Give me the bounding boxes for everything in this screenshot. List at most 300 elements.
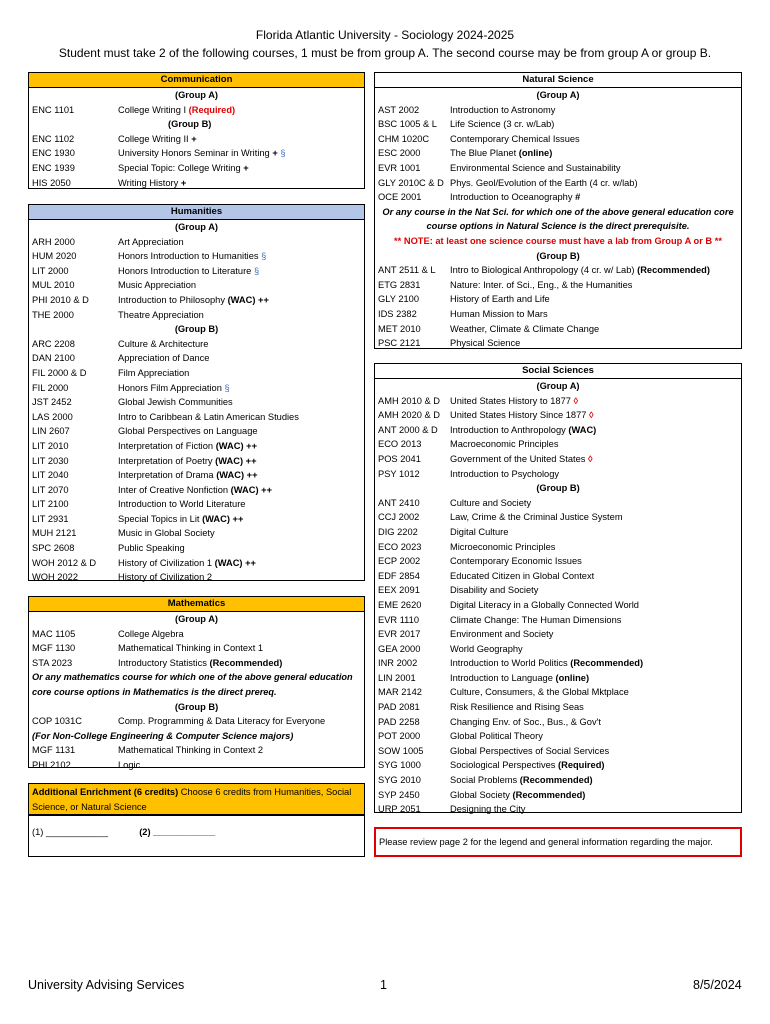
course-row xyxy=(29,641,364,656)
course-row xyxy=(375,307,741,322)
course-row xyxy=(29,556,364,571)
course-code: URP 2051 xyxy=(378,804,421,815)
course-row xyxy=(375,496,741,511)
course-code: POT 2000 xyxy=(378,731,421,742)
course-tag: (Recommended) xyxy=(570,658,644,669)
course-row xyxy=(375,642,741,657)
course-row xyxy=(29,103,364,118)
course-mark: + xyxy=(272,148,278,159)
section-icon: § xyxy=(253,265,260,276)
course-name: Changing Env. of Soc., Bus., & Gov't xyxy=(450,716,601,727)
group-a-label: (Group A) xyxy=(536,90,580,100)
course-code: LIN 2001 xyxy=(378,672,416,683)
math-prereq-note: Or any mathematics course for which one of the above general education core course options in Mathematics is the direct prereq. xyxy=(32,672,353,697)
enrichment-title: Additional Enrichment (6 credits) xyxy=(32,787,179,797)
course-name: Educated Citizen in Global Context xyxy=(450,570,595,581)
course-name: Sociological Perspectives xyxy=(450,760,556,771)
course-tag: (Recommended) xyxy=(512,789,586,800)
course-tag: (WAC) ++ xyxy=(230,484,272,495)
course-name-cell xyxy=(118,132,364,147)
course-row xyxy=(375,263,741,278)
course-code: MAR 2142 xyxy=(378,687,422,698)
course-code: LIT 2030 xyxy=(32,455,69,466)
diamond-icon: ◊ xyxy=(588,453,593,464)
section-icon: § xyxy=(280,148,286,159)
course-name-cell xyxy=(118,483,364,498)
course-name: Introduction to Psychology xyxy=(450,468,560,479)
course-name-cell xyxy=(118,627,364,642)
math-engineering-note: (For Non-College Engineering & Computer Science majors) xyxy=(32,730,294,741)
course-name-cell xyxy=(450,408,741,423)
course-row xyxy=(29,758,364,773)
course-row xyxy=(375,758,741,773)
course-name-cell xyxy=(450,278,741,293)
course-name-cell xyxy=(118,526,364,541)
course-name-cell xyxy=(450,525,741,540)
course-row xyxy=(375,715,741,730)
course-name-cell xyxy=(118,424,364,439)
course-name: United States History Since 1877 xyxy=(450,410,587,421)
course-row xyxy=(375,190,741,205)
course-code: ANT 2511 & L xyxy=(378,265,436,276)
course-name-cell xyxy=(118,512,364,527)
course-code: SOW 1005 xyxy=(378,745,424,756)
course-code: HUM 2020 xyxy=(32,251,77,262)
course-name-cell xyxy=(450,554,741,569)
course-name-cell xyxy=(118,161,364,176)
course-name: Introductory Statistics xyxy=(118,657,207,668)
course-name: History of Earth and Life xyxy=(450,294,550,305)
course-row xyxy=(375,554,741,569)
course-name: Culture and Society xyxy=(450,497,532,508)
course-name: Intro to Biological Anthropology (4 cr. w/ Lab) xyxy=(450,265,635,276)
course-name-cell xyxy=(450,307,741,322)
course-name-cell xyxy=(450,190,741,205)
course-name: Global Perspectives of Social Services xyxy=(450,745,610,756)
page-title: Florida Atlantic University - Sociology 2024-2025 xyxy=(255,28,515,42)
course-name-cell xyxy=(450,758,741,773)
course-name-cell xyxy=(450,322,741,337)
course-name: Government of the United States xyxy=(450,453,586,464)
course-name-cell xyxy=(118,249,364,264)
humanities-section xyxy=(28,204,365,581)
course-row xyxy=(375,598,741,613)
course-row xyxy=(375,132,741,147)
course-name: Introduction to Anthropology xyxy=(450,424,566,435)
course-code: IDS 2382 xyxy=(378,308,417,319)
social-sciences-heading: Social Sciences xyxy=(375,364,741,379)
course-code: ECP 2002 xyxy=(378,556,421,567)
course-name-cell xyxy=(450,263,741,278)
course-name: Contemporary Economic Issues xyxy=(450,556,582,567)
section-icon: § xyxy=(261,251,267,262)
course-name-cell xyxy=(450,540,741,555)
course-row xyxy=(29,161,364,176)
course-code: EME 2620 xyxy=(378,599,422,610)
course-name-cell xyxy=(450,161,741,176)
course-code: ENC 1939 xyxy=(32,162,75,173)
course-name-cell xyxy=(118,278,364,293)
course-name: Global Society xyxy=(450,789,510,800)
course-row xyxy=(29,381,364,396)
course-name: Environment and Society xyxy=(450,629,554,640)
course-name-cell xyxy=(450,569,741,584)
course-row xyxy=(375,394,741,409)
course-row xyxy=(29,454,364,469)
course-code: LIT 2931 xyxy=(32,513,69,524)
course-code: GLY 2100 xyxy=(378,294,420,305)
course-name: Special Topic: College Writing xyxy=(118,162,241,173)
review-note: Please review page 2 for the legend and general information regarding the major. xyxy=(379,837,713,847)
course-tag: (WAC) ++ xyxy=(227,294,269,305)
course-name-cell xyxy=(118,146,364,161)
group-b-label: (Group B) xyxy=(536,250,580,261)
footer-org: University Advising Services xyxy=(28,978,185,992)
course-name: Art Appreciation xyxy=(118,236,184,247)
course-code: JST 2452 xyxy=(32,397,72,408)
course-tag: (online) xyxy=(555,672,590,683)
course-row xyxy=(29,132,364,147)
footer-page-number: 1 xyxy=(380,978,387,992)
course-code: ENC 1930 xyxy=(32,148,75,159)
course-code: WOH 2022 xyxy=(32,572,78,583)
course-row xyxy=(375,408,741,423)
course-name: Culture, Consumers, & the Global Mktplace xyxy=(450,687,629,698)
course-name-cell xyxy=(450,715,741,730)
lab-requirement-note: ** NOTE: at least one science course must have a lab from Group A or B ** xyxy=(394,235,722,246)
course-code: COP 1031C xyxy=(32,716,82,727)
course-code: LIT 2070 xyxy=(32,484,69,495)
page-subtitle: Student must take 2 of the following courses, 1 must be from group A. The second course may be from group A or group B. xyxy=(58,46,712,60)
course-code: SPC 2608 xyxy=(32,543,75,554)
course-code: MGF 1130 xyxy=(32,643,76,654)
course-row xyxy=(29,541,364,556)
course-code: LIT 2000 xyxy=(32,265,69,276)
course-row xyxy=(29,743,364,758)
course-name: Inter of Creative Nonfiction xyxy=(118,484,229,495)
course-name-cell xyxy=(450,510,741,525)
course-name: Digital Culture xyxy=(450,526,509,537)
course-name-cell xyxy=(450,103,741,118)
course-row xyxy=(375,744,741,759)
course-code: PSC 2121 xyxy=(378,338,421,349)
course-row xyxy=(29,512,364,527)
course-row xyxy=(375,685,741,700)
course-name-cell xyxy=(118,176,364,191)
course-name: Global Jewish Communities xyxy=(118,397,233,408)
course-name: Microeconomic Principles xyxy=(450,541,556,552)
course-tag: (Recommended) xyxy=(519,775,593,786)
course-name-cell xyxy=(118,351,364,366)
enrichment-blank-2[interactable]: (2) ____________ xyxy=(139,827,216,837)
course-code: LAS 2000 xyxy=(32,411,73,422)
course-code: STA 2023 xyxy=(32,657,73,668)
course-code: LIT 2010 xyxy=(32,440,69,451)
course-row xyxy=(375,788,741,803)
course-name-cell xyxy=(450,656,741,671)
course-tag: # xyxy=(575,192,581,203)
course-name-cell xyxy=(450,394,741,409)
course-code: PHI 2010 & D xyxy=(32,294,89,305)
course-code: EDF 2854 xyxy=(378,570,420,581)
course-name: College Algebra xyxy=(118,628,184,639)
course-name-cell xyxy=(450,598,741,613)
course-name: Digital Literacy in a Globally Connected World xyxy=(450,599,639,610)
course-name-cell xyxy=(118,235,364,250)
course-name-cell xyxy=(450,146,741,161)
course-row xyxy=(375,700,741,715)
course-row xyxy=(29,395,364,410)
course-name-cell xyxy=(118,439,364,454)
course-tag: (Recommended) xyxy=(637,265,710,276)
course-tag: (online) xyxy=(518,148,553,159)
course-row xyxy=(375,671,741,686)
course-tag: (WAC) ++ xyxy=(214,557,256,568)
course-name-cell xyxy=(450,773,741,788)
course-name: Interpretation of Poetry xyxy=(118,455,213,466)
course-mark: + xyxy=(180,177,187,188)
course-row xyxy=(375,161,741,176)
course-row xyxy=(29,410,364,425)
course-row xyxy=(29,526,364,541)
course-name-cell xyxy=(450,671,741,686)
course-name: Interpretation of Fiction xyxy=(118,440,214,451)
course-name: Disability and Society xyxy=(450,585,539,596)
course-name: Weather, Climate & Climate Change xyxy=(450,323,600,334)
course-name: Film Appreciation xyxy=(118,367,190,378)
course-name: Mathematical Thinking in Context 1 xyxy=(118,643,264,654)
course-name: Introduction to World Politics xyxy=(450,658,568,669)
course-name: Culture & Architecture xyxy=(118,338,209,349)
course-name: Risk Resilience and Rising Seas xyxy=(450,702,584,713)
communication-heading: Communication xyxy=(29,73,364,88)
course-name: Public Speaking xyxy=(118,543,185,554)
course-row xyxy=(375,103,741,118)
course-name: College Writing II xyxy=(118,133,189,144)
course-name-cell xyxy=(118,337,364,352)
course-code: ENC 1102 xyxy=(32,133,75,144)
section-icon: § xyxy=(224,382,230,393)
course-row xyxy=(29,249,364,264)
course-tag: (WAC) ++ xyxy=(215,440,258,451)
course-name-cell xyxy=(118,468,364,483)
course-code: HIS 2050 xyxy=(32,177,71,188)
course-code: CHM 1020C xyxy=(378,133,430,144)
course-row xyxy=(375,773,741,788)
course-row xyxy=(29,424,364,439)
course-row xyxy=(29,483,364,498)
course-tag: (WAC) ++ xyxy=(216,470,258,481)
course-row xyxy=(375,525,741,540)
course-name: Climate Change: The Human Dimensions xyxy=(450,614,622,625)
course-name: Contemporary Chemical Issues xyxy=(450,133,580,144)
group-b-label: (Group B) xyxy=(174,324,219,335)
course-code: GLY 2010C & D xyxy=(378,177,444,188)
course-name: Social Problems xyxy=(450,775,518,786)
review-note-box xyxy=(374,827,742,857)
nat-sci-prereq-note: Or any course in the Nat Sci. for which one of the above general education core course options in Natural Science is the direct prerequisite. xyxy=(382,206,734,232)
course-name: Introduction to Language xyxy=(450,672,553,683)
course-code: BSC 1005 & L xyxy=(378,119,437,130)
course-code: ESC 2000 xyxy=(378,148,421,159)
course-code: PAD 2081 xyxy=(378,702,420,713)
course-row xyxy=(375,146,741,161)
course-code: ANT 2000 & D xyxy=(378,424,438,435)
course-row xyxy=(375,322,741,337)
course-code: SYG 2010 xyxy=(378,775,421,786)
course-row xyxy=(29,351,364,366)
course-name-cell xyxy=(450,788,741,803)
course-code: ARH 2000 xyxy=(32,236,75,247)
course-row xyxy=(375,627,741,642)
course-name-cell xyxy=(118,308,364,323)
course-name: History of Civilization 2 xyxy=(118,572,213,583)
course-name-cell xyxy=(450,336,741,351)
course-row xyxy=(375,656,741,671)
required-tag: (Required) xyxy=(188,104,236,115)
course-name: Law, Crime & the Criminal Justice System xyxy=(450,512,623,523)
course-code: OCE 2001 xyxy=(378,192,422,203)
course-name-cell xyxy=(118,556,364,571)
course-name: Macroeconomic Principles xyxy=(450,439,559,450)
course-tag: (WAC) ++ xyxy=(202,513,244,524)
course-name: Comp. Programming & Data Literacy for Everyone xyxy=(118,716,326,727)
course-code: ECO 2013 xyxy=(378,439,422,450)
course-row xyxy=(29,337,364,352)
course-row xyxy=(29,627,364,642)
course-name: Phys. Geol/Evolution of the Earth (4 cr. w/lab) xyxy=(450,177,638,188)
diamond-icon: ◊ xyxy=(573,395,579,406)
course-code: AMH 2020 & D xyxy=(378,410,441,421)
course-name: Music in Global Society xyxy=(118,528,215,539)
course-name-cell xyxy=(118,656,364,671)
mathematics-heading: Mathematics xyxy=(29,597,364,612)
communication-section xyxy=(28,72,365,189)
course-name: Logic xyxy=(118,759,141,770)
course-name-cell xyxy=(450,744,741,759)
course-name-cell xyxy=(118,758,364,773)
course-code: DAN 2100 xyxy=(32,353,75,364)
course-code: MUL 2010 xyxy=(32,280,75,291)
course-name: Introduction to Philosophy xyxy=(118,294,225,305)
course-name: Introduction to Oceanography xyxy=(450,192,573,203)
footer-date: 8/5/2024 xyxy=(693,978,742,992)
course-name: Appreciation of Dance xyxy=(118,353,210,364)
course-code: LIN 2607 xyxy=(32,426,70,437)
course-row xyxy=(29,468,364,483)
course-code: ENC 1101 xyxy=(32,104,75,115)
course-code: EEX 2091 xyxy=(378,585,420,596)
course-code: GEA 2000 xyxy=(378,643,421,654)
diamond-icon: ◊ xyxy=(589,410,594,421)
course-name: Environmental Science and Sustainability xyxy=(450,162,621,173)
course-name-cell xyxy=(118,293,364,308)
course-name: Music Appreciation xyxy=(118,280,197,291)
course-name: Intro to Caribbean & Latin American Studies xyxy=(118,411,299,422)
course-mark: + xyxy=(243,162,249,173)
course-row xyxy=(375,336,741,351)
course-row xyxy=(29,366,364,381)
natural-science-section xyxy=(374,72,742,349)
course-name-cell xyxy=(118,541,364,556)
course-row xyxy=(375,452,741,467)
course-name: Interpretation of Drama xyxy=(118,470,214,481)
course-row xyxy=(29,497,364,512)
enrichment-blanks xyxy=(28,815,365,857)
course-code: EVR 1001 xyxy=(378,162,421,173)
course-row xyxy=(29,146,364,161)
group-b-label: (Group B) xyxy=(174,701,219,712)
course-code: AMH 2010 & D xyxy=(378,395,441,406)
course-code: LIT 2040 xyxy=(32,470,69,481)
humanities-heading: Humanities xyxy=(29,205,364,220)
enrichment-text: Choose 6 credits from Humanities, Social Science, or Natural Science xyxy=(32,787,352,812)
course-name-cell xyxy=(450,437,741,452)
course-row xyxy=(375,117,741,132)
course-name-cell xyxy=(450,685,741,700)
course-row xyxy=(375,583,741,598)
course-name-cell xyxy=(450,583,741,598)
course-name: Mathematical Thinking in Context 2 xyxy=(118,745,264,756)
course-tag: (WAC) xyxy=(568,424,597,435)
course-code: PHI 2102 xyxy=(32,759,71,770)
course-name: Introduction to World Literature xyxy=(118,499,246,510)
course-name: Nature: Inter. of Sci., Eng., & the Humanities xyxy=(450,279,633,290)
mathematics-section xyxy=(28,596,365,768)
course-row xyxy=(29,176,364,191)
course-name-cell xyxy=(450,117,741,132)
course-code: MET 2010 xyxy=(378,323,421,334)
course-name: Physical Science xyxy=(450,338,521,349)
course-name: Theatre Appreciation xyxy=(118,309,204,320)
course-name-cell xyxy=(118,264,364,279)
course-code: AST 2002 xyxy=(378,104,420,115)
course-code: MUH 2121 xyxy=(32,528,77,539)
course-row xyxy=(375,423,741,438)
course-name-cell xyxy=(450,452,741,467)
course-code: WOH 2012 & D xyxy=(32,557,97,568)
course-code: ETG 2831 xyxy=(378,279,421,290)
course-name: Global Perspectives on Language xyxy=(118,426,258,437)
course-name: Honors Introduction to Humanities xyxy=(118,251,259,262)
course-code: INR 2002 xyxy=(378,658,418,669)
course-name: Writing History xyxy=(118,177,179,188)
course-code: THE 2000 xyxy=(32,309,74,320)
course-name-cell xyxy=(118,381,364,396)
course-tag: (Recommended) xyxy=(209,657,283,668)
enrichment-blank-1[interactable]: (1) ____________ xyxy=(32,827,108,837)
course-name: Designing the City xyxy=(450,804,526,815)
course-mark: + xyxy=(191,133,197,144)
course-name-cell xyxy=(450,642,741,657)
course-code: CCJ 2002 xyxy=(378,512,420,523)
course-code: EVR 1110 xyxy=(378,614,420,625)
group-b-label: (Group B) xyxy=(536,483,580,494)
course-row xyxy=(29,264,364,279)
course-name-cell xyxy=(450,627,741,642)
course-code: PAD 2258 xyxy=(378,716,420,727)
course-row xyxy=(375,569,741,584)
course-name: The Blue Planet xyxy=(450,148,517,159)
course-name: Honors Introduction to Literature xyxy=(118,265,252,276)
group-a-label: (Group A) xyxy=(174,90,219,100)
course-row xyxy=(29,308,364,323)
social-sciences-section xyxy=(374,363,742,813)
course-name: Life Science (3 cr. w/Lab) xyxy=(450,119,555,130)
course-tag: (WAC) ++ xyxy=(215,455,257,466)
course-code: DIG 2202 xyxy=(378,526,418,537)
course-name: World Geography xyxy=(450,643,523,654)
